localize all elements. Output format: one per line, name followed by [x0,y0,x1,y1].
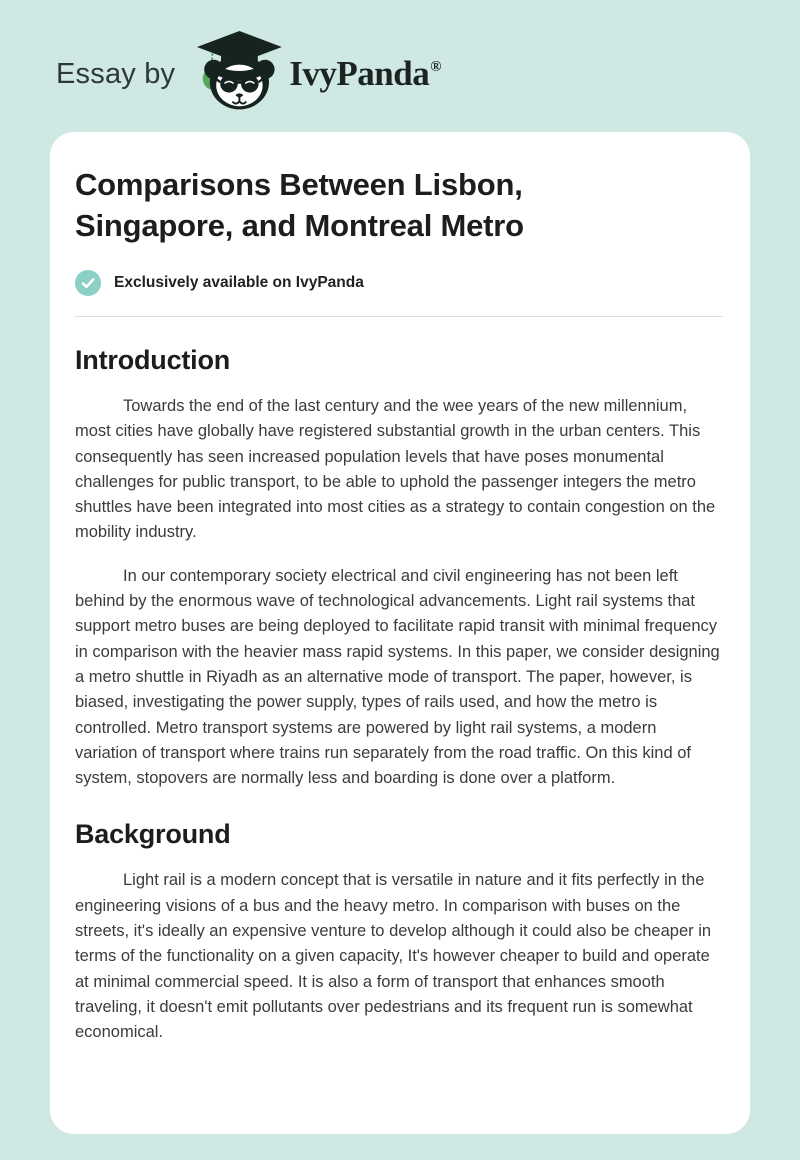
divider [75,316,723,317]
brand-text: IvyPanda [289,54,430,93]
ivypanda-wordmark [289,54,441,94]
essay-card [50,132,750,1134]
essay-paragraph: Light rail is a modern concept that is versatile in nature and it fits perfectly in the engineering visions of a bus and the heavy metro. In comparison with buses on the streets, it's ideally an expensive venture to develop although it could also be cheaper in terms of the functionality on a given capacity, It's however cheaper to build and operate at minimal commercial speed. It is also a form of transport that enhances smooth traveling, it doesn't emit pollutants over pedestrians and its frequent run is somewhat economical. [75,871,712,1042]
section-heading-introduction: Introduction [75,345,231,375]
site-header [0,0,800,112]
essay-title: Comparisons Between Lisbon, Singapore, and Montreal Metro [75,167,524,243]
ivypanda-panda-logo-icon [189,29,285,113]
essay-by-label: Essay by [56,57,176,90]
exclusive-badge [75,270,723,296]
exclusive-badge-label: Exclusively available on IvyPanda [114,274,364,291]
check-icon [75,270,101,296]
essay-paragraph: In our contemporary society electrical and civil engineering has not been left behind by the enormous wave of technological advancements. Light rail systems that support metro buses are being deployed to facilitate rapid transit with minimal frequency in comparison with the heavier mass rapid systems. In this paper, we consider designing a metro shuttle in Riyadh as an alternative mode of transport. The paper, however, is biased, investigating the power supply, types of rails used, and how the metro is controlled. Metro transport systems are powered by light rail systems, a modern variation of transport where trains run separately from the road traffic. On this kind of system, stopovers are normally less and boarding is done over a platform. [75,566,720,788]
registered-trademark: ® [430,59,441,75]
essay-paragraph: Towards the end of the last century and the wee years of the new millennium, most cities have globally have registered substantial growth in the urban centers. This consequently has seen increased population levels that have poses monumental challenges for public transport, to be able to uphold the passenger integers the metro shuttles have been integrated into most cities as a strategy to contain congestion on the mobility industry. [75,397,716,542]
section-heading-background: Background [75,819,231,850]
